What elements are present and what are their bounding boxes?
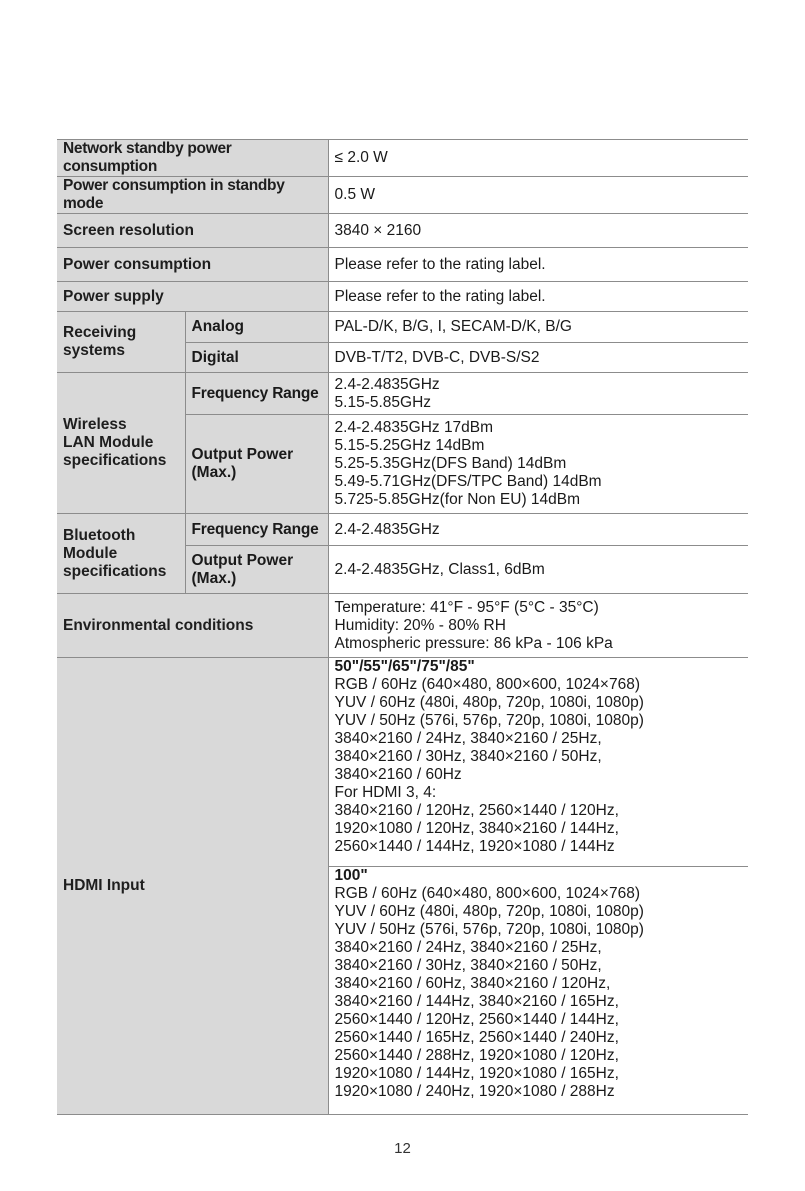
bt-frequency-label: Frequency Range	[185, 514, 328, 546]
power-supply-label: Power supply	[57, 282, 328, 312]
wlan-output-power-value: 5.49-5.71GHz(DFS/TPC Band) 14dBm	[334, 473, 602, 490]
wlan-output-power-value: 2.4-2.4835GHz 17dBm	[334, 419, 494, 436]
hdmi-group2-values	[328, 867, 748, 1115]
hdmi-group2-title: 100"	[334, 867, 368, 884]
hdmi-input-label: HDMI Input	[57, 658, 328, 1115]
page-number: 12	[394, 1140, 411, 1157]
hdmi-group2-line: 1920×1080 / 144Hz, 1920×1080 / 165Hz,	[334, 1065, 619, 1082]
hdmi-group2-line: RGB / 60Hz (640×480, 800×600, 1024×768)	[334, 885, 641, 902]
environmental-values	[328, 594, 748, 658]
bluetooth-label	[57, 514, 185, 594]
wlan-output-power-values	[328, 415, 748, 514]
wlan-frequency-value: 2.4-2.4835GHz	[334, 375, 440, 393]
spec-row-bt-frequency	[57, 514, 748, 546]
spec-row-receiving-analog	[57, 312, 748, 343]
network-standby-value: ≤ 2.0 W	[328, 140, 748, 177]
hdmi-group2-line: YUV / 60Hz (480i, 480p, 720p, 1080i, 1080p)	[334, 903, 644, 920]
standby-mode-label: Power consumption in standby mode	[57, 177, 328, 214]
environmental-label: Environmental conditions	[57, 594, 328, 658]
hdmi-group2-line: YUV / 50Hz (576i, 576p, 720p, 1080i, 1080p)	[334, 921, 644, 938]
spec-row-network-standby	[57, 140, 748, 177]
wlan-output-power-label-line1: Output Power	[191, 446, 294, 463]
bt-frequency-value: 2.4-2.4835GHz	[328, 514, 748, 546]
environmental-value: Atmospheric pressure: 86 kPa - 106 kPa	[334, 634, 613, 652]
hdmi-group1-line: For HDMI 3, 4:	[334, 784, 437, 801]
receiving-systems-label-line2: systems	[63, 342, 126, 359]
hdmi-group1-line: 2560×1440 / 144Hz, 1920×1080 / 144Hz	[334, 838, 615, 855]
wireless-lan-label-line1: Wireless	[63, 416, 127, 433]
standby-mode-value: 0.5 W	[328, 177, 748, 214]
screen-resolution-value: 3840 × 2160	[328, 214, 748, 248]
spec-row-power-consumption	[57, 248, 748, 282]
wlan-output-power-value: 5.725-5.85GHz(for Non EU) 14dBm	[334, 491, 581, 508]
spec-table	[57, 139, 748, 1115]
wlan-frequency-value: 5.15-5.85GHz	[334, 393, 432, 411]
wlan-frequency-label: Frequency Range	[185, 373, 328, 415]
spec-row-screen-resolution	[57, 214, 748, 248]
wireless-lan-label	[57, 373, 185, 514]
wireless-lan-label-line3: specifications	[63, 452, 167, 469]
hdmi-group1-line: 1920×1080 / 120Hz, 3840×2160 / 144Hz,	[334, 820, 619, 837]
bluetooth-label-line2: Module	[63, 544, 118, 562]
hdmi-group1-line: 3840×2160 / 24Hz, 3840×2160 / 25Hz,	[334, 730, 602, 747]
analog-label: Analog	[185, 312, 328, 343]
bt-output-power-label	[185, 546, 328, 594]
screen-resolution-label: Screen resolution	[57, 214, 328, 248]
hdmi-group1-line: 3840×2160 / 30Hz, 3840×2160 / 50Hz,	[334, 748, 602, 765]
environmental-value: Temperature: 41°F - 95°F (5°C - 35°C)	[334, 598, 599, 616]
receiving-systems-label-line1: Receiving	[63, 324, 137, 341]
bluetooth-label-line3: specifications	[63, 562, 167, 580]
spec-row-wlan-frequency	[57, 373, 748, 415]
power-consumption-value: Please refer to the rating label.	[328, 248, 748, 282]
hdmi-group2-line: 1920×1080 / 240Hz, 1920×1080 / 288Hz	[334, 1083, 615, 1100]
wireless-lan-label-line2: LAN Module	[63, 434, 154, 451]
hdmi-group1-line: YUV / 50Hz (576i, 576p, 720p, 1080i, 1080p)	[334, 712, 644, 729]
environmental-value: Humidity: 20% - 80% RH	[334, 616, 506, 634]
hdmi-group1-line: 3840×2160 / 60Hz	[334, 766, 462, 783]
wlan-output-power-value: 5.15-5.25GHz 14dBm	[334, 437, 485, 454]
spec-row-environmental	[57, 594, 748, 658]
spec-row-power-supply	[57, 282, 748, 312]
bt-output-power-label-line2: (Max.)	[191, 569, 237, 587]
hdmi-group1-title: 50"/55"/65"/75"/85"	[334, 658, 475, 675]
analog-value: PAL-D/K, B/G, I, SECAM-D/K, B/G	[328, 312, 748, 343]
wlan-frequency-values	[328, 373, 748, 415]
digital-value: DVB-T/T2, DVB-C, DVB-S/S2	[328, 343, 748, 373]
hdmi-group2-line: 3840×2160 / 60Hz, 3840×2160 / 120Hz,	[334, 975, 611, 992]
network-standby-label: Network standby power consumption	[57, 140, 328, 177]
receiving-systems-label	[57, 312, 185, 373]
hdmi-group1-line: RGB / 60Hz (640×480, 800×600, 1024×768)	[334, 676, 641, 693]
hdmi-group1-line: YUV / 60Hz (480i, 480p, 720p, 1080i, 1080p)	[334, 694, 644, 711]
bt-output-power-label-line1: Output Power	[191, 551, 294, 569]
power-consumption-label: Power consumption	[57, 248, 328, 282]
spec-row-standby-mode	[57, 177, 748, 214]
hdmi-group2-line: 2560×1440 / 120Hz, 2560×1440 / 144Hz,	[334, 1011, 619, 1028]
hdmi-group1-values	[328, 658, 748, 867]
digital-label: Digital	[185, 343, 328, 373]
hdmi-group2-line: 3840×2160 / 30Hz, 3840×2160 / 50Hz,	[334, 957, 602, 974]
wlan-output-power-label-line2: (Max.)	[191, 464, 237, 481]
hdmi-group2-line: 2560×1440 / 288Hz, 1920×1080 / 120Hz,	[334, 1047, 619, 1064]
bluetooth-label-line1: Bluetooth	[63, 526, 136, 544]
hdmi-group2-line: 3840×2160 / 24Hz, 3840×2160 / 25Hz,	[334, 939, 602, 956]
power-supply-value: Please refer to the rating label.	[328, 282, 748, 312]
hdmi-group2-line: 2560×1440 / 165Hz, 2560×1440 / 240Hz,	[334, 1029, 619, 1046]
hdmi-group1-line: 3840×2160 / 120Hz, 2560×1440 / 120Hz,	[334, 802, 619, 819]
bt-output-power-value: 2.4-2.4835GHz, Class1, 6dBm	[328, 546, 748, 594]
spec-row-hdmi-group1	[57, 658, 748, 867]
wlan-output-power-label	[185, 415, 328, 514]
hdmi-group2-line: 3840×2160 / 144Hz, 3840×2160 / 165Hz,	[334, 993, 619, 1010]
wlan-output-power-value: 5.25-5.35GHz(DFS Band) 14dBm	[334, 455, 567, 472]
